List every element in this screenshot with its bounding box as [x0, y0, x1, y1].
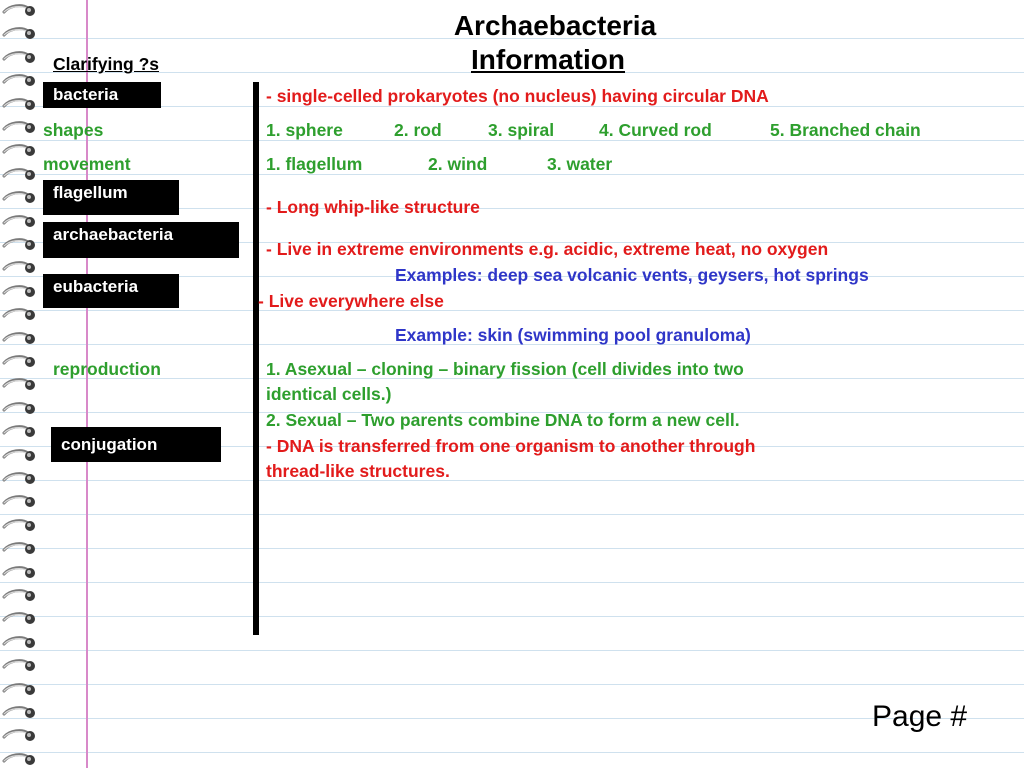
spiral-ring-icon: [2, 96, 36, 112]
title-line-1: Archaebacteria: [453, 10, 657, 41]
reproduction-sexual: 2. Sexual – Two parents combine DNA to form a new cell.: [266, 410, 740, 430]
margin-line: [86, 0, 88, 768]
spiral-ring-icon: [2, 634, 36, 650]
shape-3: 3. spiral: [488, 120, 555, 140]
spiral-ring-icon: [2, 306, 36, 322]
shape-4: 4. Curved rod: [599, 120, 712, 140]
title-line-2: Information: [471, 44, 625, 75]
spiral-ring-icon: [2, 587, 36, 603]
movement-2: 2. wind: [428, 154, 488, 174]
conjugation-definition-line-2: thread-like structures.: [266, 461, 450, 481]
eubacteria-example: Example: skin (swimming pool granuloma): [395, 325, 751, 345]
page-number: Page #: [872, 700, 968, 733]
spiral-ring-icon: [2, 189, 36, 205]
shape-2: 2. rod: [394, 120, 442, 140]
clarifying-header: Clarifying ?s: [53, 54, 159, 74]
spiral-ring-icon: [2, 142, 36, 158]
conjugation-definition-line-1: - DNA is transferred from one organism to another through: [266, 436, 756, 456]
spiral-ring-icon: [2, 213, 36, 229]
movement-1: 1. flagellum: [266, 154, 363, 174]
spiral-ring-icon: [2, 751, 36, 767]
column-divider: [253, 82, 259, 635]
spiral-ring-icon: [2, 283, 36, 299]
spiral-ring-icon: [2, 447, 36, 463]
spiral-ring-icon: [2, 657, 36, 673]
spiral-ring-icon: [2, 493, 36, 509]
spiral-ring-icon: [2, 400, 36, 416]
reproduction-asexual-line-2: identical cells.): [266, 384, 392, 404]
spiral-ring-icon: [2, 564, 36, 580]
label-archaebacteria: archaebacteria: [43, 222, 239, 258]
spiral-ring-icon: [2, 681, 36, 697]
spiral-binding-icon: [0, 0, 40, 768]
spiral-ring-icon: [2, 610, 36, 626]
label-shapes: shapes: [43, 120, 104, 140]
archaebacteria-definition: - Live in extreme environments e.g. acidic, extreme heat, no oxygen: [266, 239, 829, 259]
eubacteria-definition: - Live everywhere else: [258, 291, 444, 311]
archaebacteria-examples: Examples: deep sea volcanic vents, geysers, hot springs: [395, 265, 869, 285]
spiral-ring-icon: [2, 49, 36, 65]
spiral-ring-icon: [2, 330, 36, 346]
movement-3: 3. water: [547, 154, 613, 174]
label-conjugation: conjugation: [51, 427, 221, 462]
spiral-ring-icon: [2, 119, 36, 135]
spiral-ring-icon: [2, 470, 36, 486]
spiral-ring-icon: [2, 376, 36, 392]
spiral-ring-icon: [2, 166, 36, 182]
label-eubacteria: eubacteria: [43, 274, 179, 308]
reproduction-asexual-line-1: 1. Asexual – cloning – binary fission (cell divides into two: [266, 359, 744, 379]
shape-1: 1. sphere: [266, 120, 343, 140]
label-flagellum: flagellum: [43, 180, 179, 215]
spiral-ring-icon: [2, 727, 36, 743]
spiral-ring-icon: [2, 72, 36, 88]
spiral-ring-icon: [2, 353, 36, 369]
spiral-ring-icon: [2, 259, 36, 275]
bacteria-definition: - single-celled prokaryotes (no nucleus) having circular DNA: [266, 86, 769, 106]
spiral-ring-icon: [2, 704, 36, 720]
spiral-ring-icon: [2, 25, 36, 41]
spiral-ring-icon: [2, 423, 36, 439]
label-reproduction: reproduction: [53, 359, 161, 379]
spiral-ring-icon: [2, 540, 36, 556]
shape-5: 5. Branched chain: [770, 120, 921, 140]
spiral-ring-icon: [2, 517, 36, 533]
label-bacteria: bacteria: [43, 82, 161, 108]
spiral-ring-icon: [2, 236, 36, 252]
label-movement: movement: [43, 154, 131, 174]
spiral-ring-icon: [2, 2, 36, 18]
flagellum-definition: - Long whip-like structure: [266, 197, 480, 217]
